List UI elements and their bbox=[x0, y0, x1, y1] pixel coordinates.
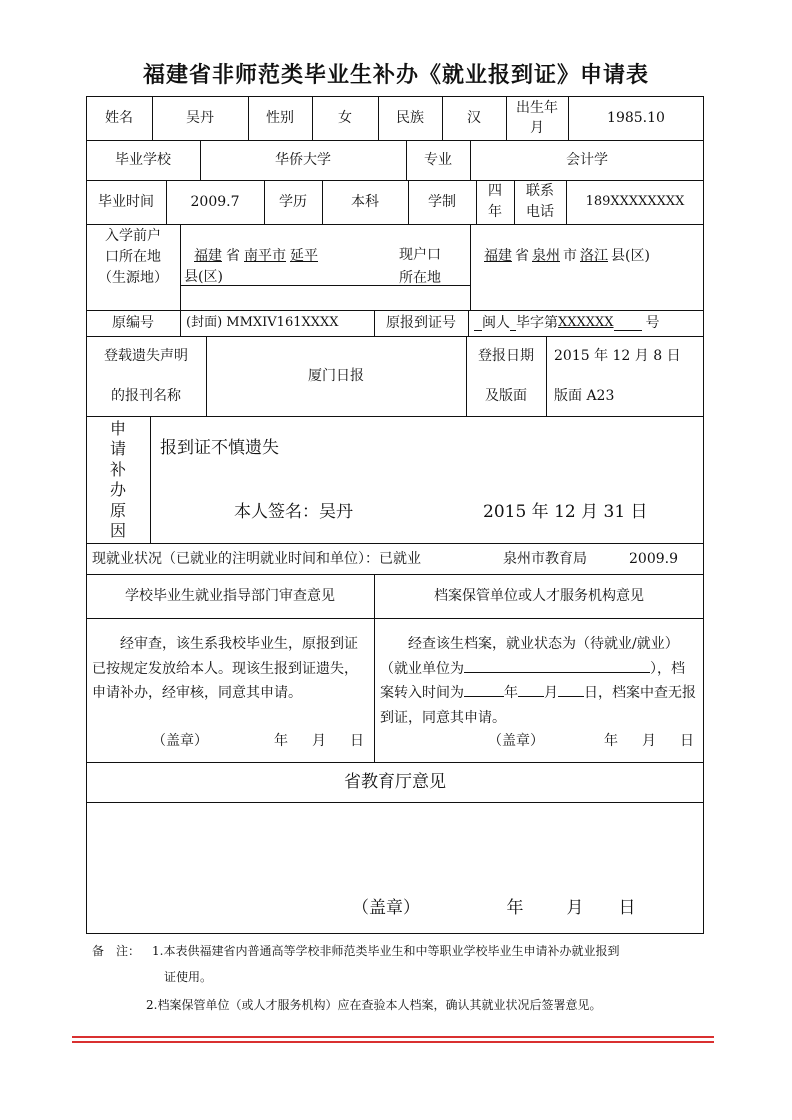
current-address bbox=[474, 244, 704, 268]
origin-label-line: 入学前户 bbox=[105, 227, 161, 244]
birth-label-line: 出生年 bbox=[516, 100, 558, 116]
reason-label-char: 因 bbox=[109, 521, 126, 540]
school-stamp: （盖章） bbox=[152, 733, 208, 749]
cert-suffix: 号 bbox=[645, 315, 660, 331]
row-divider bbox=[86, 618, 704, 619]
gender-label: 性别 bbox=[266, 110, 294, 126]
phone-label-line: 电话 bbox=[526, 204, 554, 220]
archive-opinion-text bbox=[380, 632, 698, 730]
reason-date: 2015 年 12 月 31 日 bbox=[483, 502, 648, 522]
note-1: 1.本表供福建省内普通高等学校非师范类毕业生和中等职业学校毕业生申请补办就业报到 bbox=[152, 944, 620, 958]
current-county-unit: 县(区) bbox=[611, 248, 650, 264]
archive-month-label: 月 bbox=[642, 733, 656, 749]
phone-label-line: 联系 bbox=[526, 183, 554, 199]
edu-month: 月 bbox=[566, 898, 584, 918]
origin-city: 南平市 bbox=[244, 248, 286, 264]
edu-year: 年 bbox=[506, 898, 524, 918]
original-cert-label: 原报到证号 bbox=[386, 315, 456, 331]
birth-label bbox=[506, 96, 568, 140]
school-year: 年 bbox=[274, 733, 288, 749]
ethnicity-value: 汉 bbox=[467, 110, 481, 126]
employment-label: 现就业状况（已就业的注明就业时间和单位）：已就业 bbox=[92, 551, 421, 567]
name-label: 姓名 bbox=[105, 110, 133, 126]
archive-month: 月 bbox=[544, 685, 558, 701]
row-divider bbox=[86, 416, 704, 417]
school-opinion-text: 经审查，该生系我校毕业生，原报到证已按规定发放给本人。现该生报到证遗失，申请补办，经审核，同意其申请。 bbox=[92, 636, 358, 701]
name-value: 吴丹 bbox=[186, 110, 214, 126]
original-no-label: 原编号 bbox=[112, 315, 154, 331]
row-divider bbox=[86, 336, 704, 337]
cert-middle: 毕字第 bbox=[516, 315, 558, 331]
archive-opinion-header: 档案保管单位或人才服务机构意见 bbox=[434, 588, 644, 604]
origin-address-line1 bbox=[184, 244, 374, 268]
row-divider bbox=[86, 543, 704, 544]
blank-line bbox=[558, 682, 584, 697]
newspaper-value: 厦门日报 bbox=[308, 368, 364, 384]
reason-label bbox=[86, 418, 150, 542]
duration-value bbox=[476, 180, 514, 224]
blank-line bbox=[464, 682, 504, 697]
origin-label bbox=[86, 226, 180, 288]
note-2: 2.档案保管单位（或人才服务机构）应在查验本人档案，确认其就业状况后签署意见。 bbox=[146, 998, 602, 1012]
col-divider bbox=[546, 336, 547, 416]
current-label-line: 所在地 bbox=[399, 270, 441, 286]
current-city: 泉州 bbox=[532, 248, 560, 264]
archive-text-1: 经查该生档案，就业状态为（待就业/就业）（就业单位为 bbox=[380, 636, 679, 677]
current-city-unit: 市 bbox=[563, 248, 577, 264]
cert-prefix: 闽人 bbox=[482, 315, 510, 331]
school-value: 华侨大学 bbox=[275, 152, 331, 168]
origin-province-unit: 省 bbox=[226, 248, 240, 264]
school-label: 毕业学校 bbox=[115, 152, 171, 168]
col-divider bbox=[180, 224, 181, 336]
employment-time: 2009.9 bbox=[629, 551, 678, 567]
origin-county-unit: 县(区) bbox=[184, 269, 223, 285]
reason-label-char: 办 bbox=[109, 480, 126, 499]
cert-number: XXXXXX bbox=[558, 315, 614, 330]
original-cert-value bbox=[474, 310, 704, 336]
education-label: 学历 bbox=[279, 194, 307, 210]
form-title: 福建省非师范类毕业生补办《就业报到证》申请表 bbox=[142, 63, 649, 88]
edu-day: 日 bbox=[618, 898, 636, 918]
blank-line bbox=[518, 682, 544, 697]
current-label-line: 现户口 bbox=[399, 247, 441, 263]
duration-line: 年 bbox=[488, 204, 502, 220]
school-month: 月 bbox=[312, 733, 326, 749]
footer-rule bbox=[72, 1036, 714, 1038]
origin-province: 福建 bbox=[194, 248, 222, 264]
phone-value: 189XXXXXXXX bbox=[585, 194, 685, 209]
education-value: 本科 bbox=[351, 194, 379, 210]
col-divider bbox=[150, 416, 151, 543]
grad-time-label: 毕业时间 bbox=[98, 194, 154, 210]
edition-value: 版面 A23 bbox=[554, 388, 615, 404]
birth-value: 1985.10 bbox=[607, 110, 665, 126]
blank-line bbox=[474, 316, 482, 331]
date-label-2: 及版面 bbox=[485, 388, 527, 404]
school-opinion-header: 学校毕业生就业指导部门审查意见 bbox=[125, 588, 335, 604]
ethnicity-label: 民族 bbox=[396, 110, 424, 126]
major-label: 专业 bbox=[424, 152, 452, 168]
notes-label: 备 注： bbox=[92, 944, 141, 958]
education-dept-header: 省教育厅意见 bbox=[344, 772, 446, 792]
birth-label-line: 月 bbox=[530, 120, 544, 136]
archive-day-label: 日 bbox=[680, 733, 694, 749]
duration-line: 四 bbox=[488, 183, 502, 199]
archive-year-label: 年 bbox=[604, 733, 618, 749]
archive-stamp: （盖章） bbox=[488, 733, 544, 749]
reason-label-char: 补 bbox=[109, 459, 126, 479]
current-label bbox=[374, 244, 466, 290]
signature: 本人签名：吴丹 bbox=[234, 502, 353, 522]
row-divider bbox=[86, 802, 704, 803]
gender-value: 女 bbox=[338, 110, 352, 126]
current-province: 福建 bbox=[484, 248, 512, 264]
origin-county: 延平 bbox=[290, 248, 318, 264]
original-no-value: (封面) MMXIV161XXXX bbox=[186, 315, 339, 330]
archive-day: 日 bbox=[584, 685, 598, 701]
date-value: 2015 年 12 月 8 日 bbox=[554, 348, 681, 364]
archive-text-3: ，档案中查无报到证，同意其申请。 bbox=[380, 685, 696, 726]
origin-label-line: 口所在地 bbox=[105, 248, 161, 265]
reason-label-char: 申 bbox=[109, 418, 126, 438]
newspaper-label-2: 的报刊名称 bbox=[111, 388, 181, 404]
major-value: 会计学 bbox=[566, 152, 608, 168]
col-divider bbox=[468, 310, 469, 336]
footer-rule bbox=[72, 1041, 714, 1043]
employment-unit: 泉州市教育局 bbox=[503, 551, 587, 567]
current-county: 洛江 bbox=[580, 248, 608, 264]
origin-label-line: （生源地） bbox=[98, 269, 168, 286]
row-divider bbox=[86, 224, 704, 225]
note-1-cont: 证使用。 bbox=[164, 970, 213, 984]
archive-text-2: ），档案转入时间为 bbox=[380, 660, 685, 701]
current-province-unit: 省 bbox=[515, 248, 529, 264]
edu-stamp: （盖章） bbox=[352, 898, 420, 918]
blank-line bbox=[464, 658, 650, 673]
school-day: 日 bbox=[350, 733, 364, 749]
reason-label-char: 原 bbox=[109, 500, 126, 520]
blank-line bbox=[614, 316, 642, 331]
newspaper-label-1: 登载遗失声明 bbox=[104, 348, 188, 364]
phone-label bbox=[514, 180, 566, 224]
col-divider bbox=[470, 224, 471, 310]
reason-label-char: 请 bbox=[109, 439, 126, 458]
reason-text: 报到证不慎遗失 bbox=[160, 438, 279, 458]
duration-label: 学制 bbox=[428, 194, 456, 210]
grad-time-value: 2009.7 bbox=[190, 194, 240, 210]
archive-year: 年 bbox=[504, 685, 518, 701]
date-label-1: 登报日期 bbox=[478, 348, 534, 364]
